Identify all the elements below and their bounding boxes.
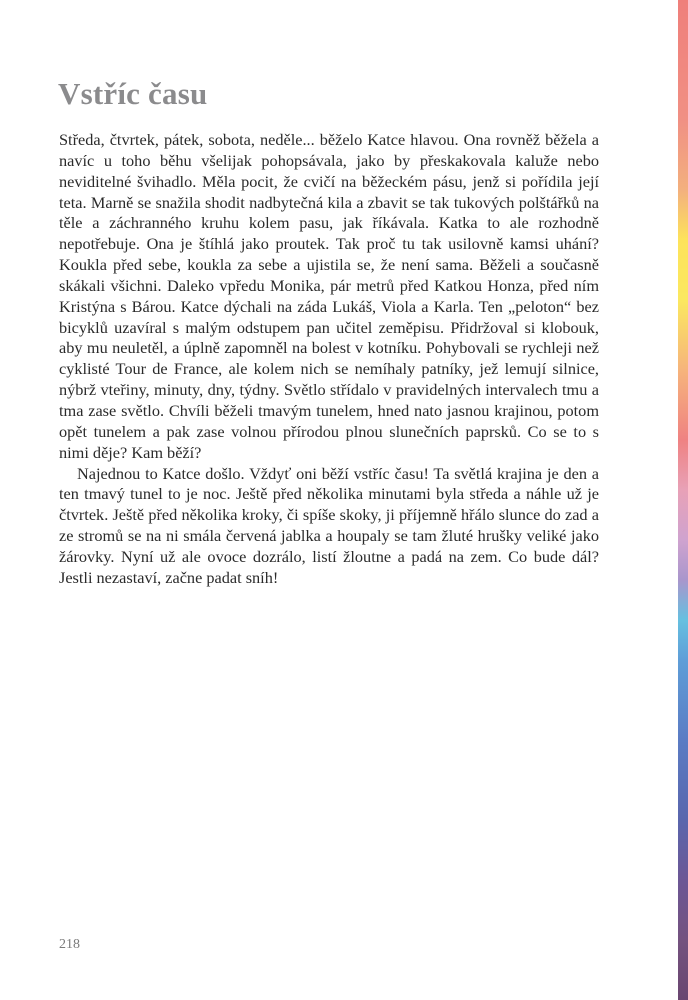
page-number: 218 — [59, 937, 80, 952]
paragraph-2: Najednou to Katce došlo. Vždyť oni běží vstříc času! Ta světlá krajina je den a ten tmavý tunel to je noc. Ještě před několika minutami byla středa a náhle už je čtvrtek. Ještě před několika kroky, či spíše skoky, ji příjemně hřálo slunce do zad a ze stromů se na ni smála červená jablka a houpaly se tam žluté hrušky veliké jako žárovky. Nyní už ale ovoce dozrálo, listí žloutne a padá na zem. Co bude dál? Jestli nezastaví, začne padat sníh! — [59, 463, 599, 587]
paragraph-1: Středa, čtvrtek, pátek, sobota, neděle... běželo Katce hlavou. Ona rovněž běžela a navíc u toho běhu všelijak pohopsávala, jako by přeskakovala kaluže nebo neviditelné švihadlo. Měla pocit, že cvičí na běžeckém pásu, jenž si pořídila její teta. Marně se snažila shodit nadbytečná kila a zbavit se tak tukových polštářků na těle a záchranného kruhu kolem pasu, jak říkávala. Katka to ale rozhodně nepotřebuje. Ona je štíhlá jako proutek. Tak proč tu tak usilovně kamsi uhání? Koukla před sebe, koukla za sebe a ujistila se, že není sama. Běželi a současně skákali všichni. Daleko vpředu Monika, pár metrů před Katkou Honza, před ním Kristýna s Bárou. Katce dýchali na záda Lukáš, Viola a Karla. Ten „peloton“ bez bicyklů uzavíral s malým odstupem pan učitel zeměpisu. Přidržoval si klobouk, aby mu neuletěl, a úplně zapomněl na bolest v kotníku. Pohybovali se rychleji než cyklisté Tour de France, ale kolem nich se nemíhaly patníky, jež lemují silnice, nýbrž vteřiny, minuty, dny, týdny. Světlo střídalo v pravidelných intervalech tmu a tma zase světlo. Chvíli běželi tmavým tunelem, hned nato jasnou krajinou, potom opět tunelem a pak zase volnou přírodou plnou slunečních paprsků. Co se to s nimi děje? Kam běží? — [59, 130, 599, 462]
chapter-title: Vstříc času — [58, 76, 208, 111]
page-edge-color-strip — [678, 0, 688, 1000]
chapter-body — [59, 130, 599, 589]
